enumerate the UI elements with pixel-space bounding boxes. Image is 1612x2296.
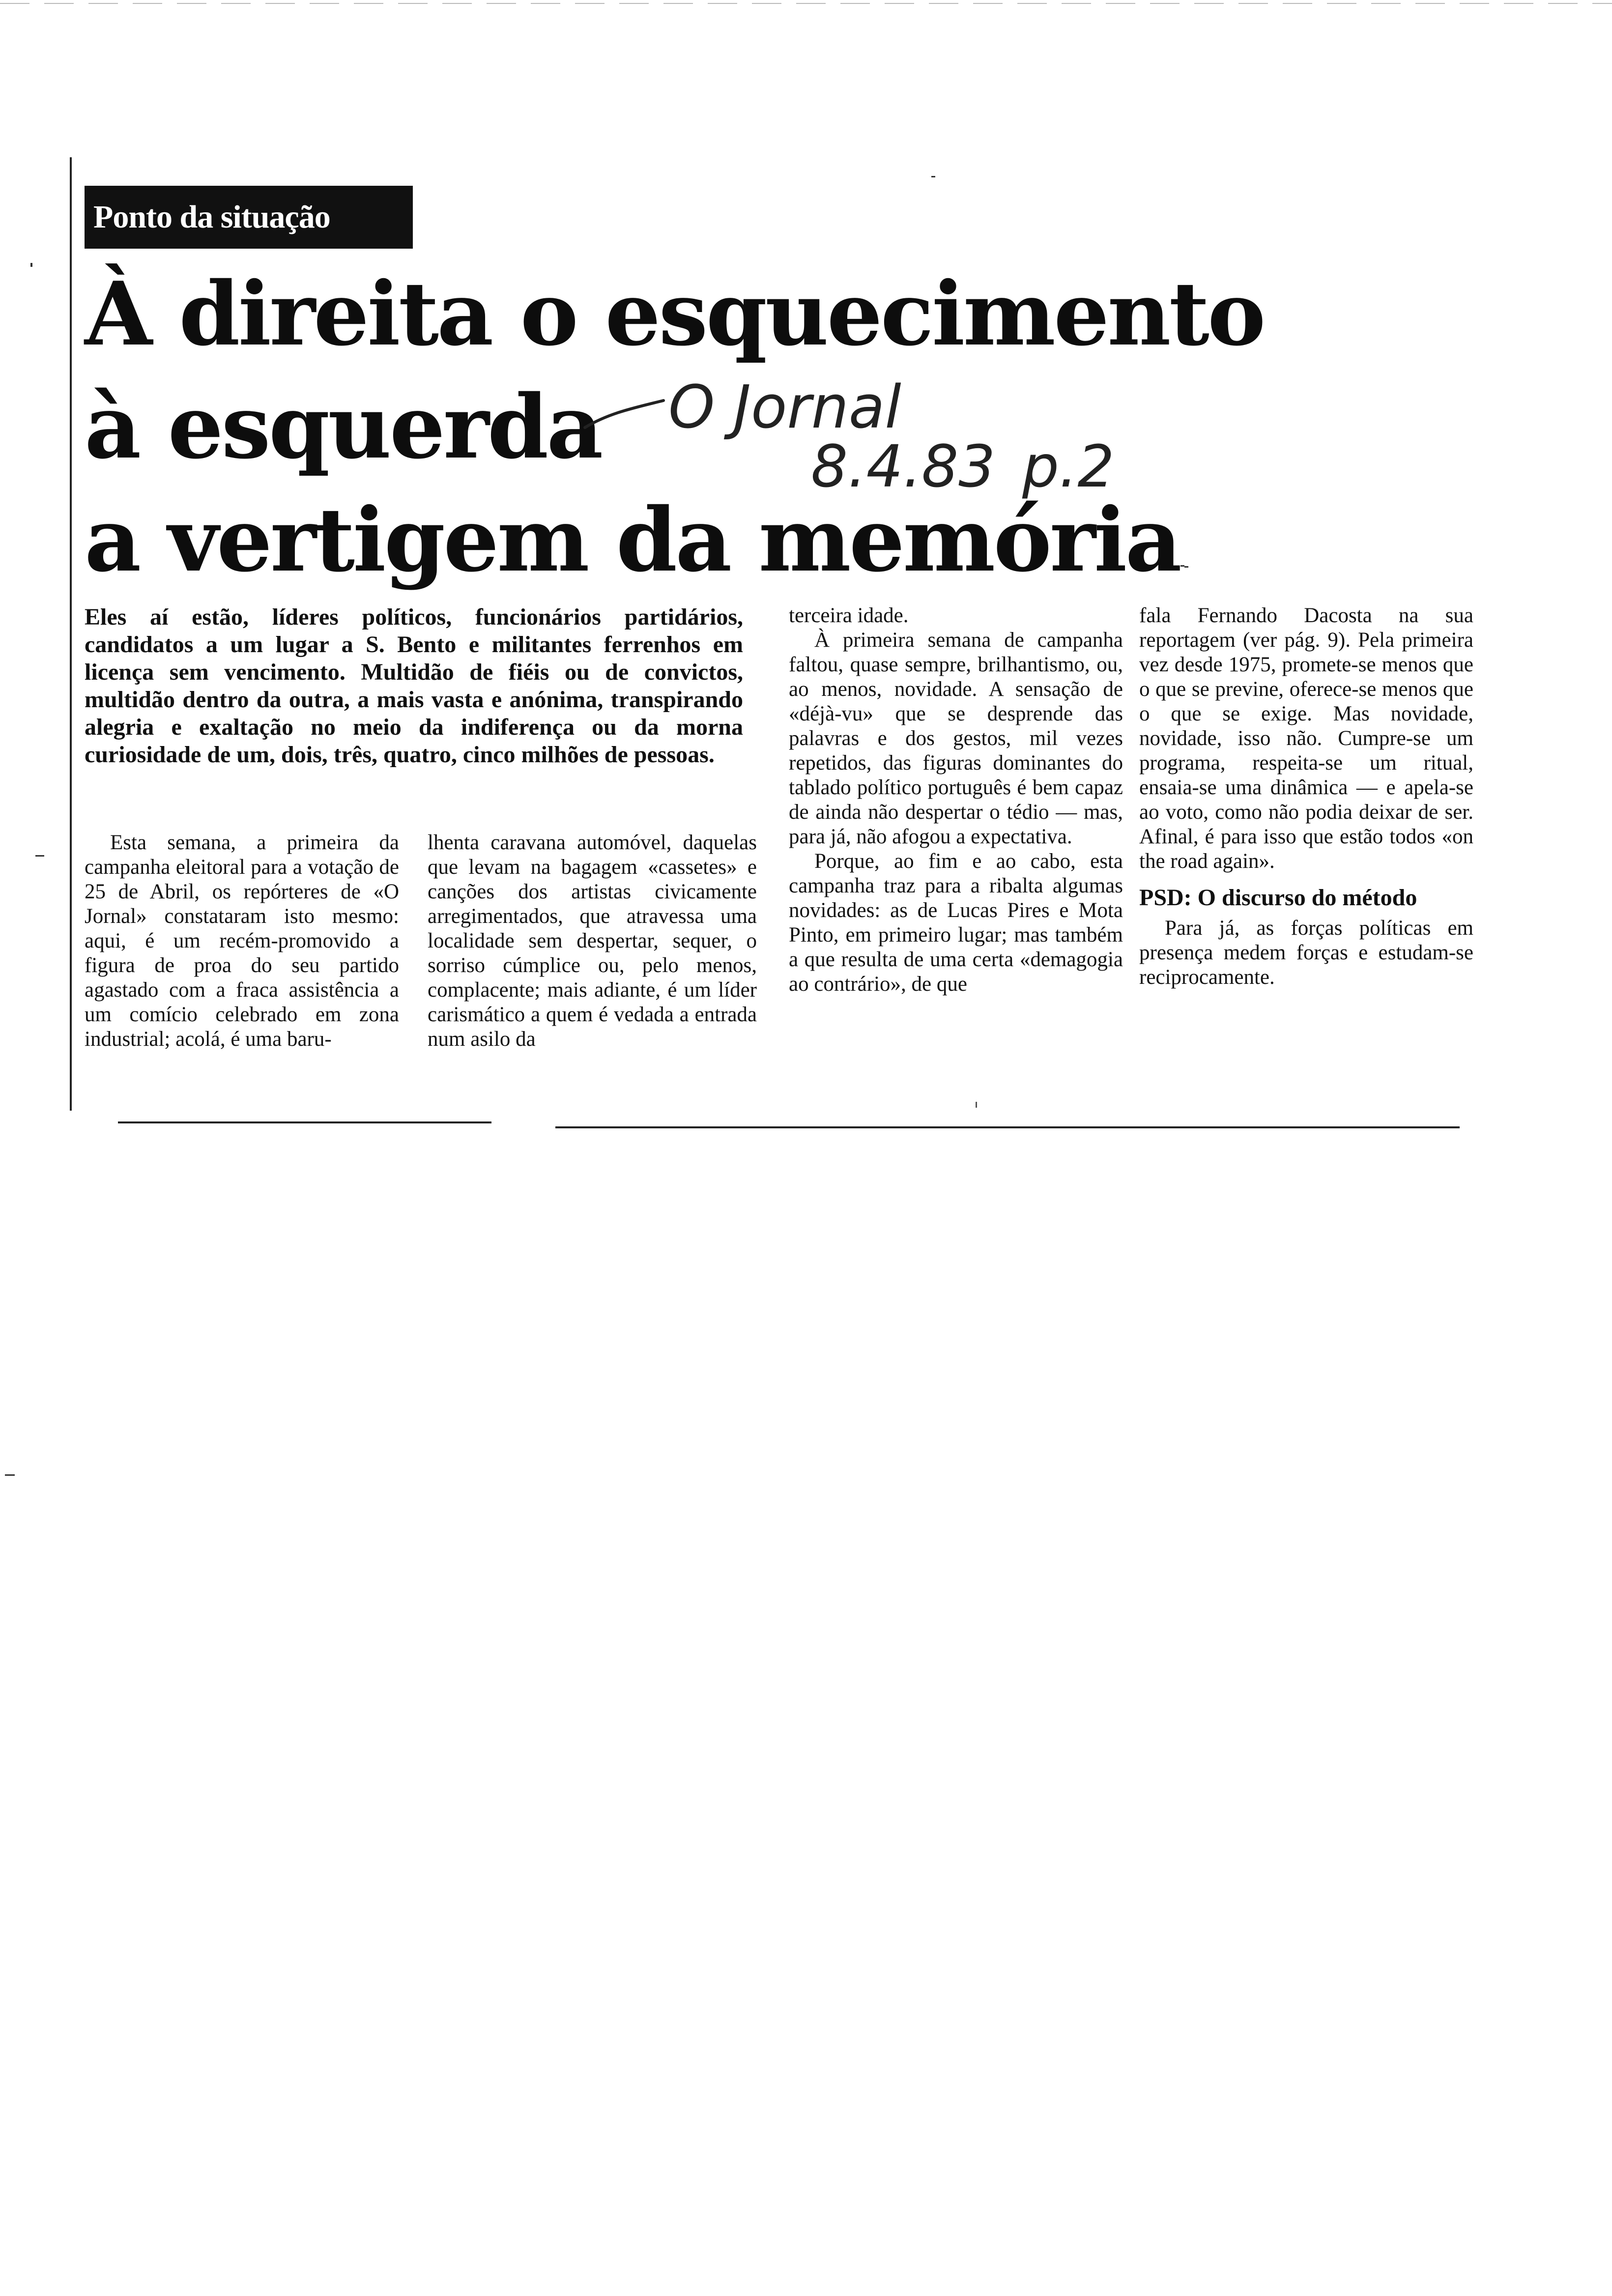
bottom-rule-left: [118, 1121, 491, 1123]
article-column-3: [789, 603, 1123, 997]
scan-speck: [1184, 566, 1188, 568]
headline-line-1: À direita o esquecimento: [85, 262, 1264, 365]
scan-speck: [1180, 565, 1184, 567]
headline-line-2: à esquerda: [85, 375, 602, 478]
scan-speck: [976, 1102, 977, 1108]
section-subhead: PSD: O discurso do método: [1139, 885, 1417, 911]
column-3-paragraph-2: À primeira semana de campanha faltou, quase sempre, brilhantismo, ou, ao menos, novidade. A sensação de «déjà-vu» que se desprende das palavras e dos gestos, mil vezes repetidos, das figuras dominantes do tablado político português é bem capaz de ainda não despertar o tédio — mas, para já, não afogou a expectativa.: [789, 629, 1123, 848]
handwritten-dash: [585, 401, 663, 428]
column-4-paragraph-1: fala Fernando Dacosta na sua reportagem (ver pág. 9). Pela primeira vez desde 1975, promete-se menos que o que se previne, oferece-se menos que o que se exige. Mas novidade, novidade, isso não. Cumpre-se um programa, respeita-se um ritual, ensaia-se uma dinâmica — e apela-se ao voto, como não podia deixar de ser. Afinal, é para isso que estão todos «on the road again».: [1139, 604, 1473, 873]
bottom-rule-right: [555, 1126, 1460, 1128]
column-3-paragraph-3: Porque, ao fim e ao cabo, esta campanha traz para a ribalta algumas novidades: as de Lucas Pires e Mota Pinto, em primeiro lugar; mas também a que resulta de uma certa «demagogia ao contrário», de que: [789, 850, 1123, 996]
article-column-1: [85, 831, 399, 1052]
column-1-paragraph: Esta semana, a primeira da campanha eleitoral para a votação de 25 de Abril, os repórteres de «O Jornal» constataram isto mesmo: aqui, é um recém-promovido a figura de proa do seu partido agastado com a fraca assistência a um comício celebrado em zona industrial; acolá, é uma baru-: [85, 831, 399, 1051]
scan-speck: [35, 855, 44, 857]
article-column-2: [428, 831, 757, 1052]
handwritten-annotation: [580, 354, 1150, 506]
scan-speck: [931, 176, 935, 177]
column-2-paragraph: lhenta caravana automóvel, daquelas que levam na bagagem «cassetes» e canções dos artistas civicamente arregimentados, que atravessa uma localidade sem despertar, sequer, o sorriso cúmplice ou, pelo menos, complacente; mais adiante, é um líder carismático a quem é vedada a entrada num asilo da: [428, 831, 757, 1051]
column-4-paragraph-2: Para já, as forças políticas em presença medem forças e estudam-se reciprocamente.: [1139, 917, 1473, 989]
lead-paragraph: Eles aí estão, líderes políticos, funcionários partidários, candidatos a um lugar a S. Bento e militantes ferrenhos em licença sem vencimento. Multidão de fiéis ou de convictos, multidão dentro da outra, a mais vasta e anónima, transpirando alegria e exaltação no meio da indiferença ou da morna curiosidade de um, dois, três, quatro, cinco milhões de pessoas.: [85, 604, 743, 768]
scan-margin-line: [70, 157, 72, 1111]
handwritten-date: 8.4.83: [811, 432, 996, 500]
section-kicker: Ponto da situação: [85, 186, 413, 249]
scan-speck: [5, 1474, 15, 1476]
scan-border-top: [0, 3, 1612, 4]
scan-speck: [30, 263, 32, 267]
column-3-paragraph-1: terceira idade.: [789, 604, 909, 627]
handwritten-publication: O Jornal: [668, 373, 901, 442]
headline-line-3: a vertigem da memória: [85, 488, 1180, 591]
handwritten-page: p.2: [1022, 432, 1115, 500]
article-column-4: [1139, 603, 1473, 990]
